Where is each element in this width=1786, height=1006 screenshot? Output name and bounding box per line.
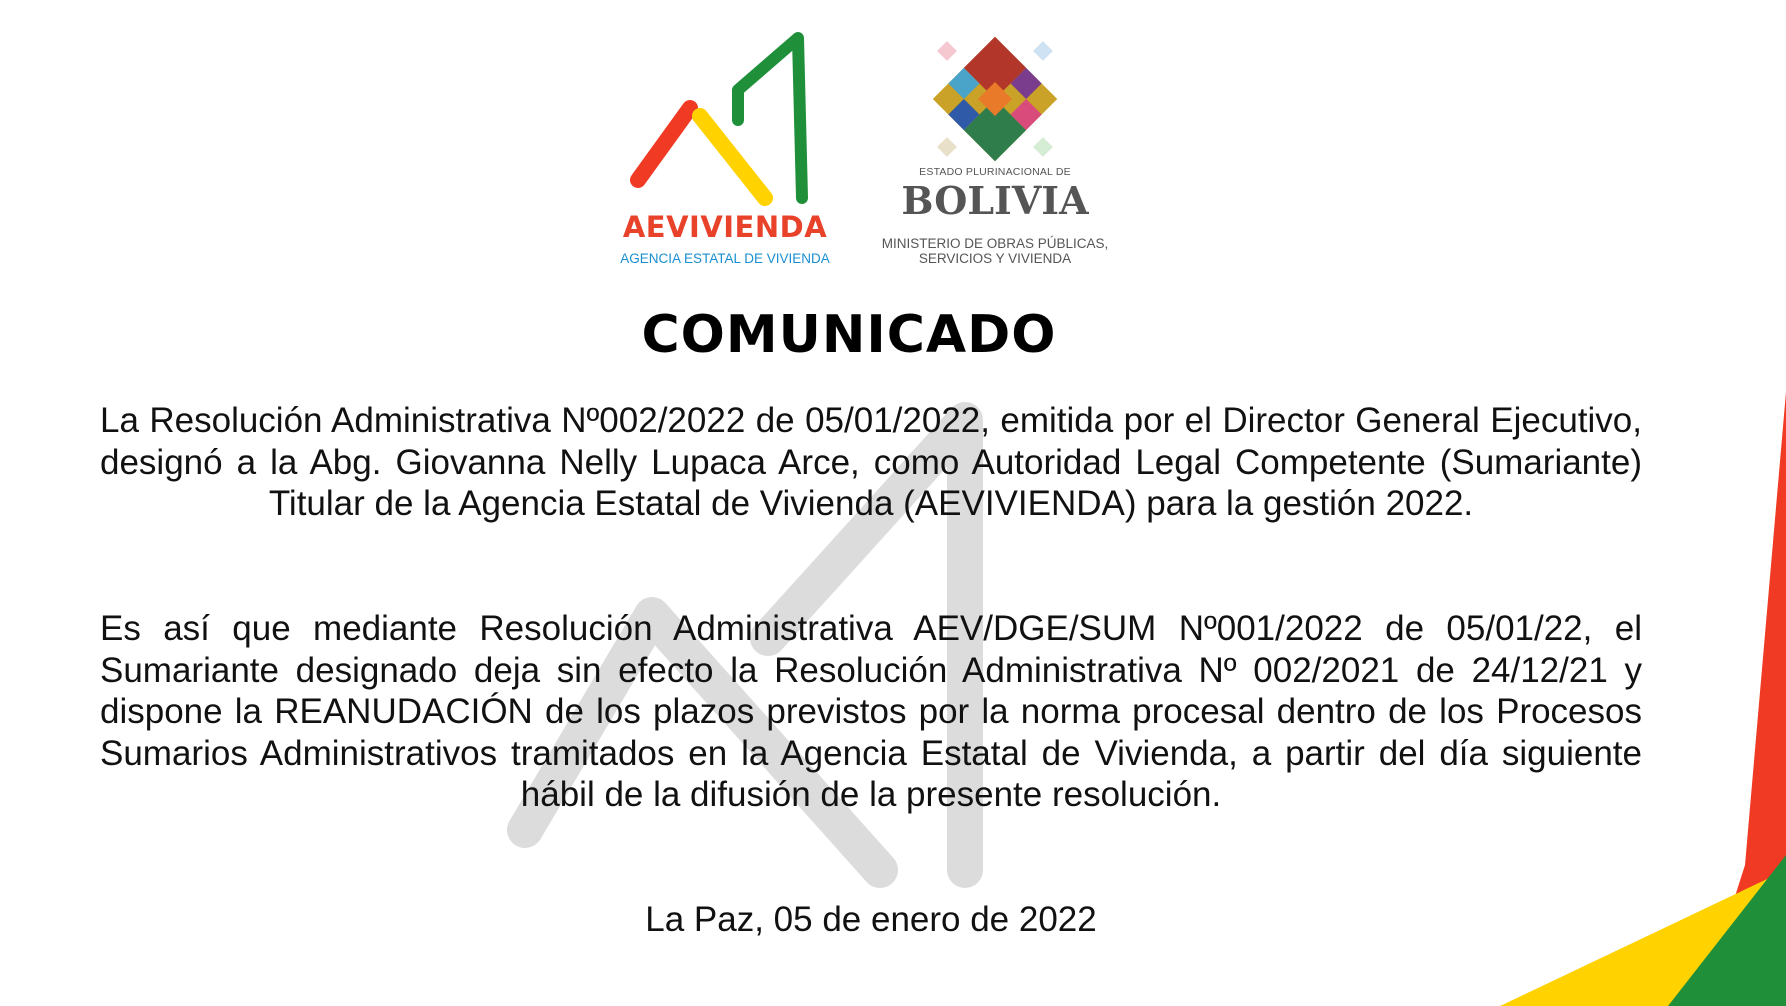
bolivia-prefix: ESTADO PLURINACIONAL DE [919, 166, 1071, 178]
aevivienda-name: AEVIVIENDA [622, 210, 828, 244]
aevivienda-mark-icon [630, 30, 820, 210]
bolivia-ministry-logo [865, 30, 1125, 275]
aevivienda-logo [600, 30, 850, 270]
ministry-line-2: SERVICIOS Y VIVIENDA [918, 251, 1072, 266]
page-title: COMUNICADO [641, 305, 1057, 365]
ministry-name [865, 236, 1125, 266]
paragraph-2: Es así que mediante Resolución Administrativa AEV/DGE/SUM Nº001/2022 de 05/01/22, el Sumariante designado deja sin efecto la Resolución Administrativa Nº 002/2021 de 24/12/21 y dispone la REANUDACIÓN de los plazos previstos por la norma procesal dentro de los Procesos Sumarios Administrativos tramitados en la Agencia Estatal de Vivienda, a partir del día siguiente hábil de la difusión de la presente resolución. [100, 609, 1642, 814]
place-date-signoff: La Paz, 05 de enero de 2022 [645, 900, 1097, 939]
aevivienda-subtitle: AGENCIA ESTATAL DE VIVIENDA [620, 251, 830, 266]
bolivia-name: BOLIVIA [901, 178, 1089, 223]
bolivia-emblem-icon [930, 34, 1060, 164]
paragraph-1: La Resolución Administrativa Nº002/2022 de 05/01/2022, emitida por el Director General Ejecutivo, designó a la Abg. Giovanna Nelly Lupaca Arce, como Autoridad Legal Competente (Sumariante) Titular de la Agencia Estatal de Vivienda (AEVIVIENDA) para la gestión 2022. [100, 401, 1642, 523]
ministry-line-1: MINISTERIO DE OBRAS PÚBLICAS, [881, 236, 1109, 251]
